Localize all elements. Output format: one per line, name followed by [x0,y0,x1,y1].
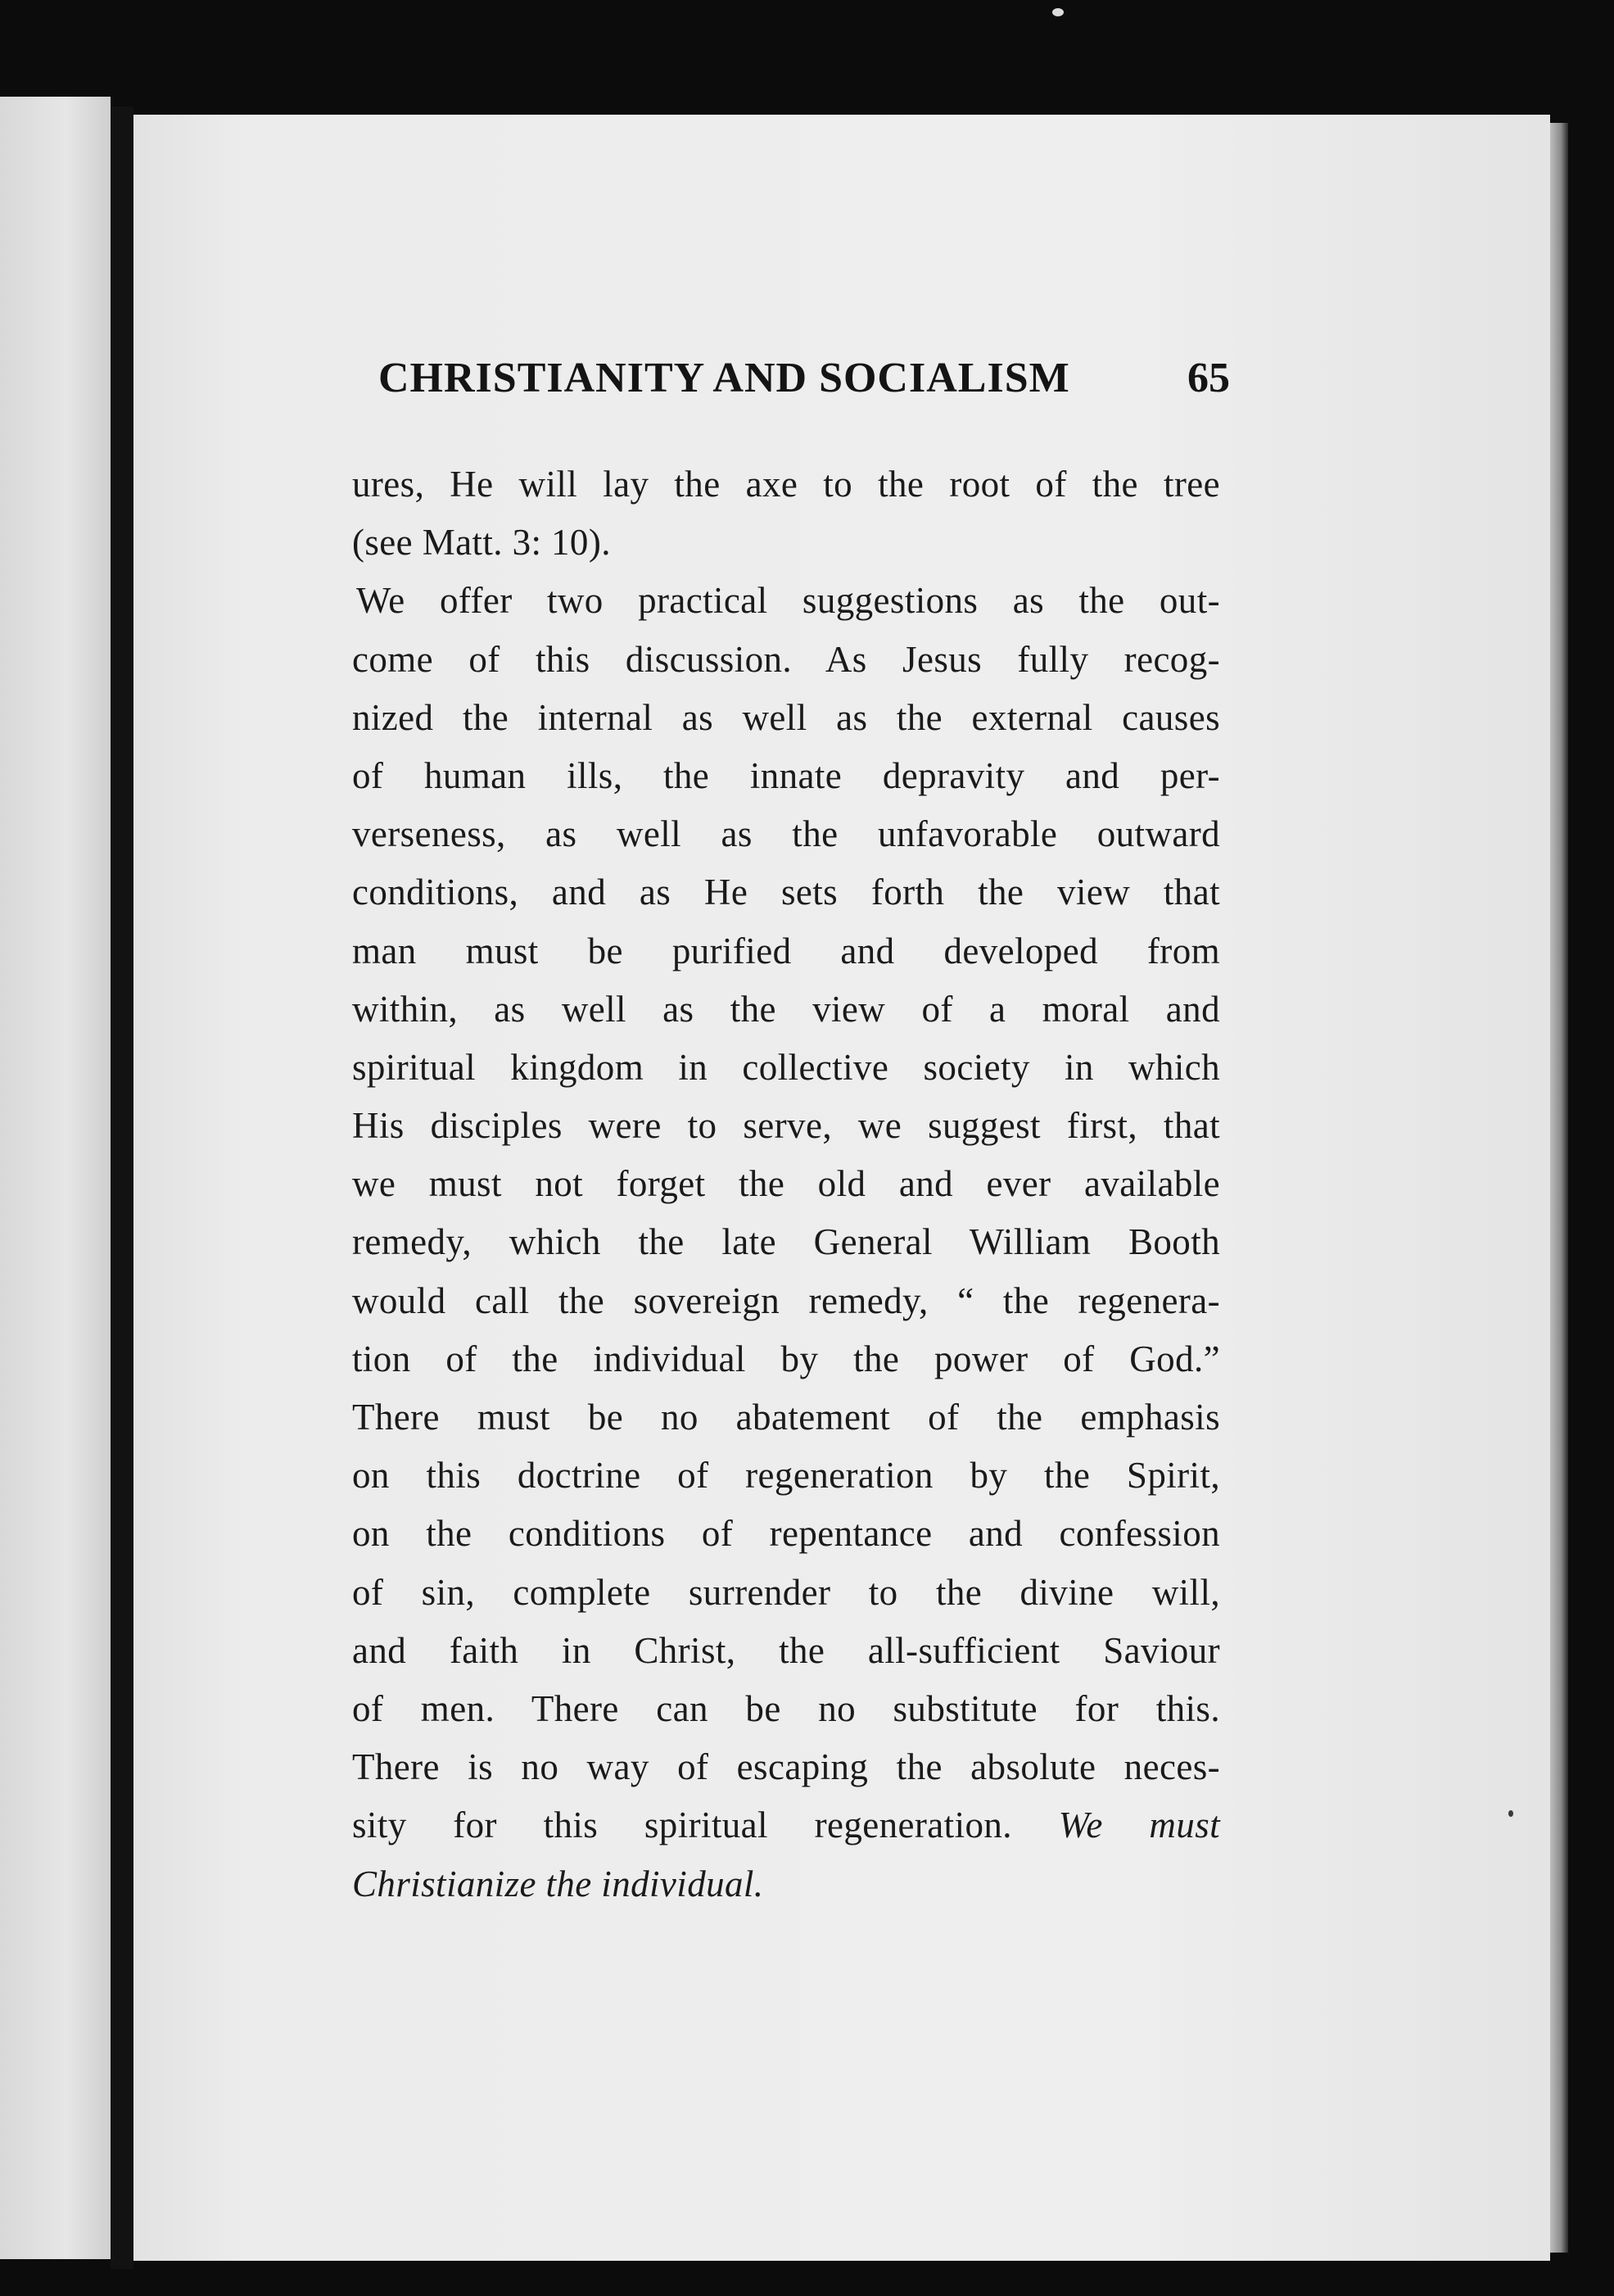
text-line: come of this discussion. As Jesus fully recog- [352,638,1220,680]
text-line: on the conditions of repentance and confession [352,1513,1220,1555]
text-line: nized the internal as well as the external causes [352,696,1220,738]
text-line: and faith in Christ, the all-sufficient Saviour [352,1629,1220,1671]
text-line-italic: Christianize the individual. [352,1863,764,1904]
text-line: of sin, complete surrender to the divine will, [352,1571,1220,1613]
italic-phrase: We must [1058,1805,1221,1846]
text-line: within, as well as the view of a moral and [352,988,1220,1030]
scan-speck [1508,1810,1513,1817]
scan-speck [1052,8,1064,16]
page-right-edge [1550,123,1568,2253]
text-line-with-italic [352,1796,1220,1854]
text-line: tion of the individual by the power of God.” [352,1338,1220,1379]
running-head: CHRISTIANITY AND SOCIALISM [378,355,1070,401]
text-line: sity for this spiritual regeneration. [352,1805,1012,1846]
text-line: (see Matt. 3: 10). [352,522,611,564]
text-line: conditions, and as He sets forth the view that [352,872,1220,913]
text-line: spiritual kingdom in collective society in which [352,1046,1220,1088]
text-line: His disciples were to serve, we suggest first, that [352,1105,1220,1147]
text-line: on this doctrine of regeneration by the Spirit, [352,1455,1220,1497]
text-line: verseness, as well as the unfavorable outward [352,813,1220,855]
body-text [352,455,1220,1913]
text-line: would call the sovereign remedy, “ the regenera- [352,1279,1220,1321]
text-line: ures, He will lay the axe to the root of the tree [352,464,1220,505]
text-line: There is no way of escaping the absolute neces- [352,1746,1220,1788]
text-line: We offer two practical suggestions as the out- [356,580,1220,622]
text-line: of men. There can be no substitute for this. [352,1687,1220,1729]
text-line: There must be no abatement of the emphasis [352,1397,1220,1438]
text-line: of human ills, the innate depravity and per- [352,754,1220,796]
book-gutter [111,106,133,2269]
page-header [378,354,1230,419]
page-number: 65 [1187,355,1230,401]
text-line: we must not forget the old and ever available [352,1163,1220,1205]
text-line: remedy, which the late General William Booth [352,1221,1220,1263]
left-page-edge [0,97,111,2259]
text-line: man must be purified and developed from [352,930,1220,971]
